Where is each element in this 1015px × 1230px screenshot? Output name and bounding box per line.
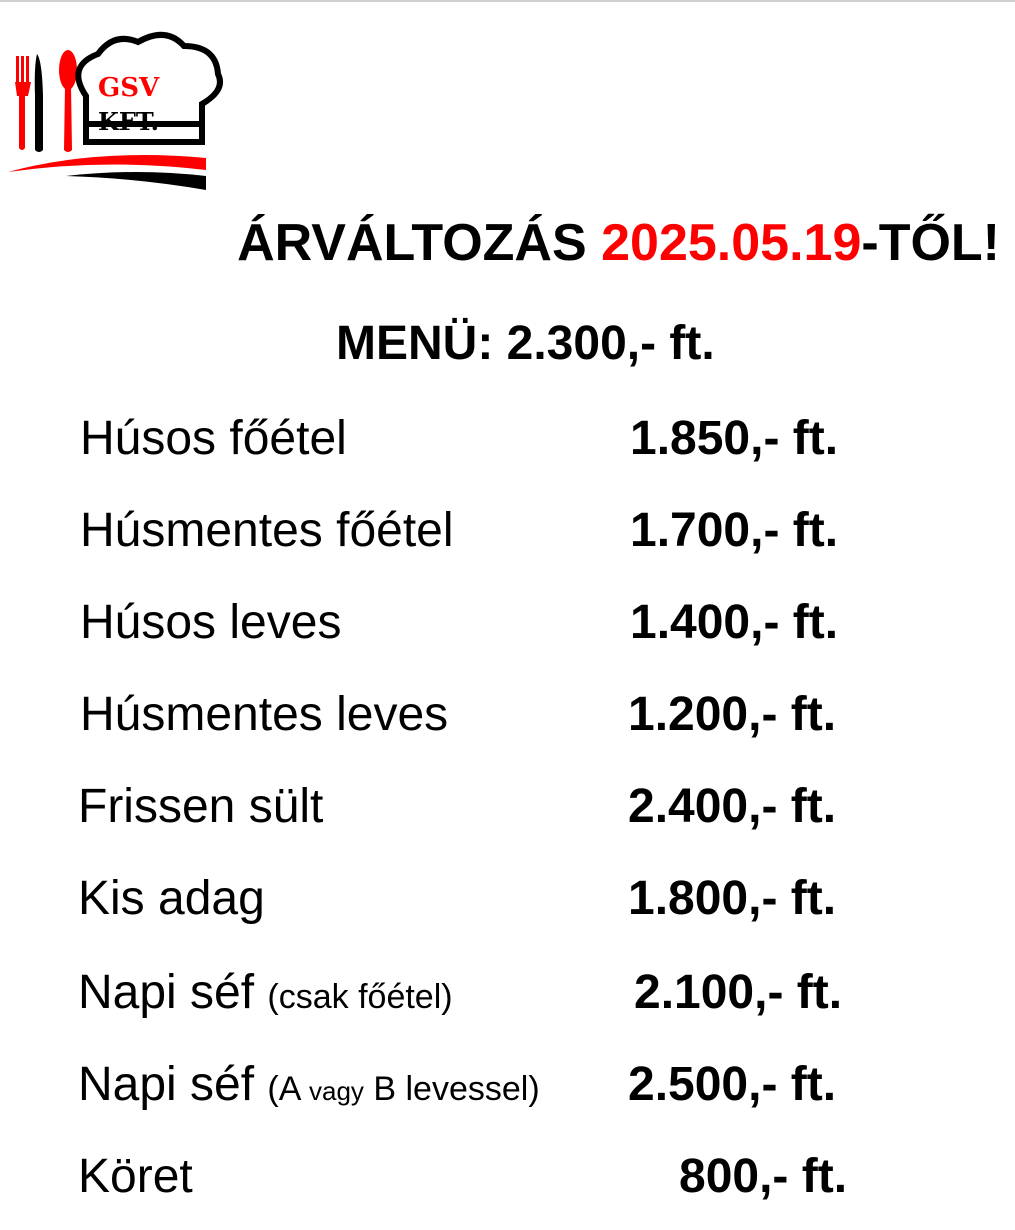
price-row: [0, 588, 1015, 658]
item-name-main: Napi séf: [78, 966, 268, 1019]
price-row: [0, 772, 1015, 842]
item-note-b: vagy: [309, 1076, 364, 1106]
menu-price-heading: MENÜ: 2.300,- ft.: [336, 317, 715, 370]
swoosh-black: [66, 172, 206, 190]
logo-text-kft: KFT.: [98, 107, 160, 136]
page-title: [0, 208, 1000, 278]
price-row: [0, 404, 1015, 474]
item-price: 1.800,- ft.: [628, 872, 837, 925]
item-name: Húsos főétel: [80, 412, 347, 465]
item-price: 2.100,- ft.: [634, 966, 843, 1019]
swoosh-red: [8, 155, 206, 172]
item-note-a: (A: [267, 1070, 309, 1108]
price-row: [0, 1050, 1015, 1120]
item-name: [78, 1050, 540, 1126]
gsv-kft-logo: [6, 26, 236, 196]
price-row: [0, 958, 1015, 1028]
price-row: [0, 680, 1015, 750]
knife-icon: [35, 54, 43, 152]
item-price: 800,- ft.: [679, 1150, 848, 1203]
item-name: Húsmentes főétel: [80, 504, 454, 557]
item-name: Húsmentes leves: [80, 688, 449, 741]
item-price: 1.200,- ft.: [628, 688, 837, 741]
item-name: Frissen sült: [78, 780, 324, 833]
item-name: Köret: [78, 1150, 193, 1203]
item-name: Kis adag: [78, 872, 265, 925]
item-name: Húsos leves: [80, 596, 342, 649]
spoon-icon: [59, 50, 77, 152]
item-name: [78, 958, 453, 1032]
item-price: 2.400,- ft.: [628, 780, 837, 833]
item-name-main: Napi séf: [78, 1058, 268, 1111]
price-row: [0, 496, 1015, 566]
item-price: 1.700,- ft.: [630, 504, 839, 557]
item-note: (csak főétel): [267, 978, 453, 1016]
logo-text-gsv: GSV: [98, 73, 160, 103]
item-price: 1.850,- ft.: [630, 412, 839, 465]
item-note-c: B levessel): [363, 1070, 540, 1108]
top-border-line: [0, 0, 1015, 2]
title-prefix: ÁRVÁLTOZÁS: [237, 214, 602, 272]
title-suffix: -TŐL!: [861, 214, 1000, 272]
fork-icon: [15, 56, 31, 150]
price-row: [0, 1142, 1015, 1212]
title-date: 2025.05.19: [601, 214, 862, 272]
price-row: [0, 864, 1015, 934]
item-price: 1.400,- ft.: [630, 596, 839, 649]
item-price: 2.500,- ft.: [628, 1058, 837, 1111]
